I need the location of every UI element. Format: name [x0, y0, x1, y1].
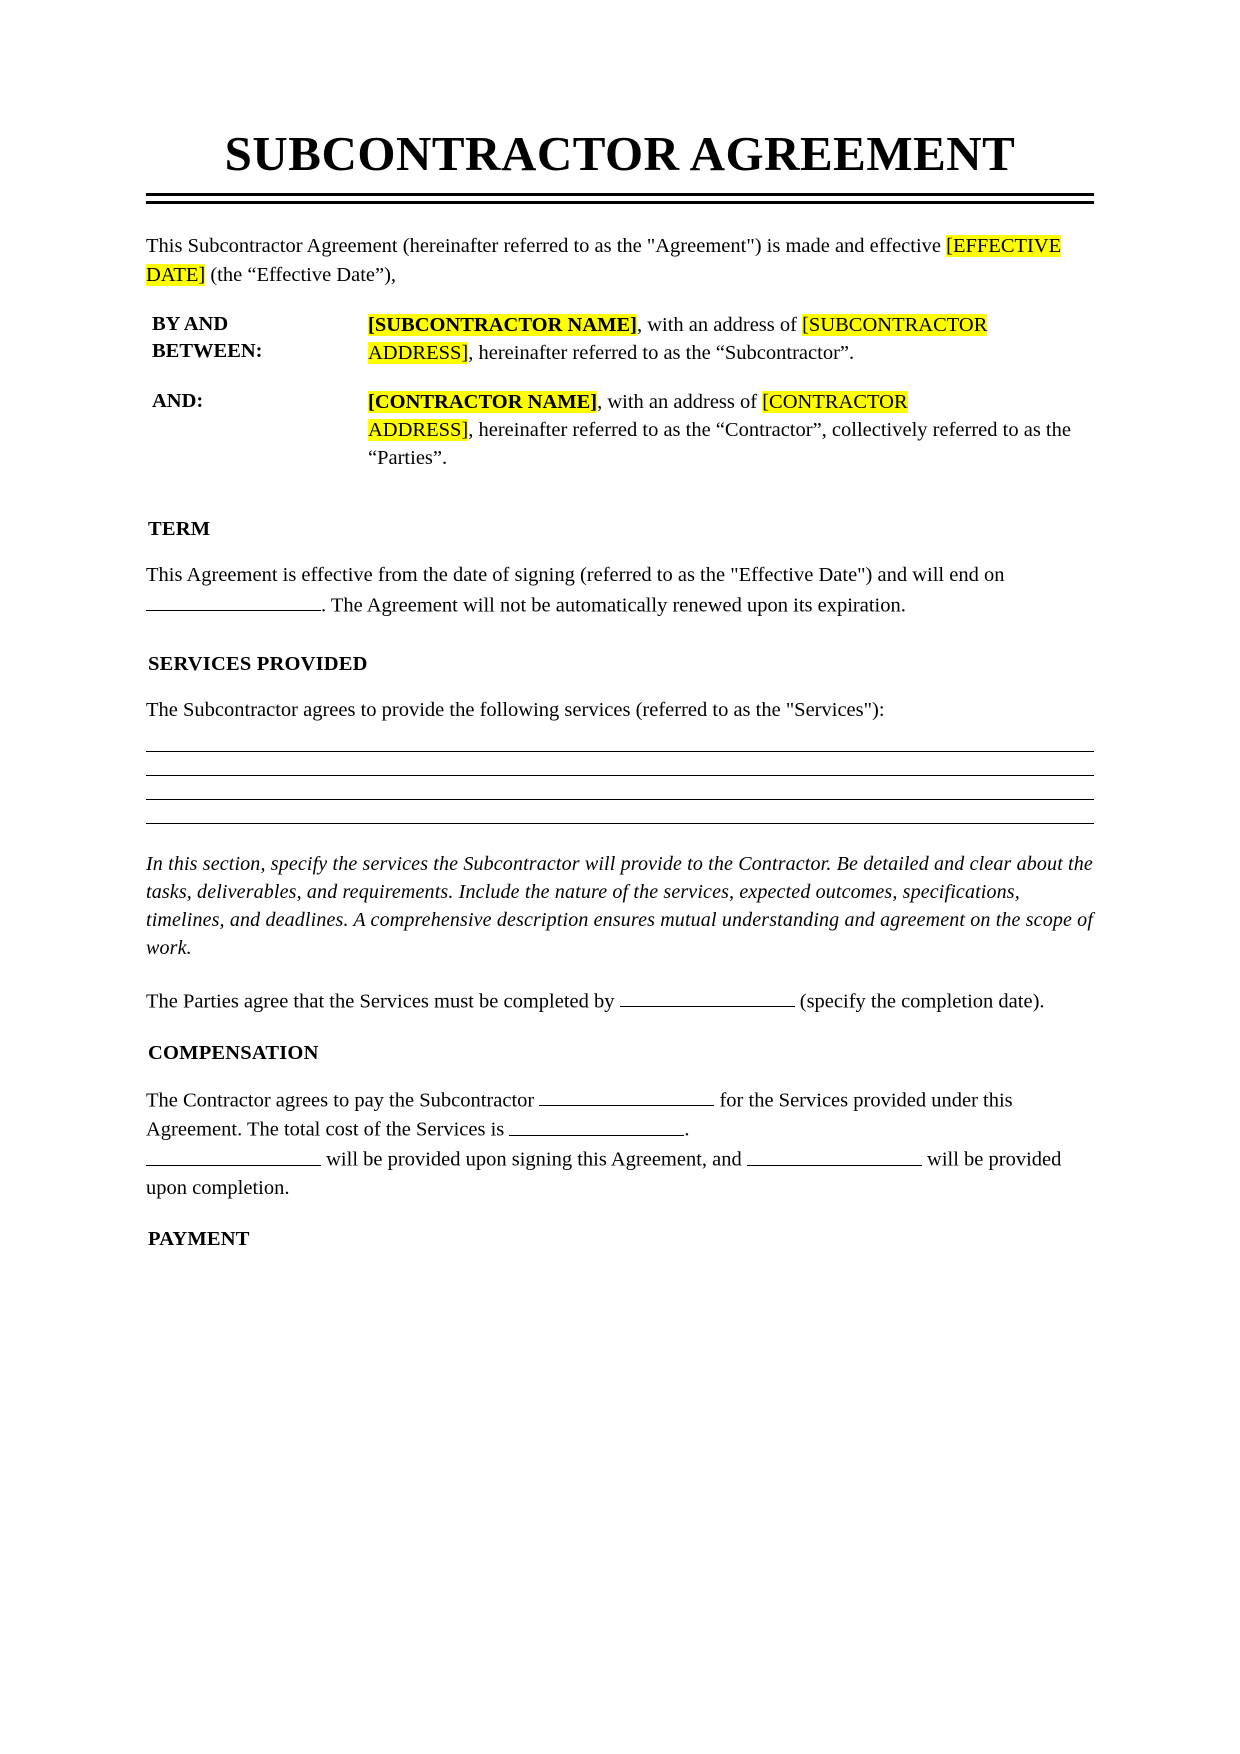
- subcontractor-name-placeholder: [SUBCONTRACTOR NAME]: [368, 314, 637, 336]
- compensation-amount-blank[interactable]: [539, 1085, 714, 1107]
- total-cost-blank[interactable]: [509, 1114, 684, 1136]
- intro-text-after: (the “Effective Date”),: [205, 263, 397, 286]
- services-paragraph: The Subcontractor agrees to provide the following services (referred to as the "Services"):: [146, 699, 885, 722]
- divider-line-top: [146, 193, 1094, 196]
- section-heading-services-provided: SERVICES PROVIDED: [148, 653, 368, 676]
- compensation-text-part4: will be provided upon signing this Agreement, and: [321, 1148, 747, 1171]
- contractor-tail-text: , hereinafter referred to as the “Contractor”, collectively referred to as the “Parties”.: [368, 418, 1071, 470]
- completion-date-blank[interactable]: [620, 986, 795, 1008]
- services-blank-line[interactable]: [146, 751, 1094, 752]
- contractor-address-placeholder-line2: ADDRESS]: [368, 418, 469, 441]
- section-heading-term: TERM: [148, 518, 211, 541]
- compensation-paragraph: [146, 1085, 1094, 1203]
- party-text-contractor: [368, 388, 1094, 473]
- party-row-contractor: [146, 388, 1094, 473]
- final-payment-blank[interactable]: [747, 1144, 922, 1166]
- page-title: SUBCONTRACTOR AGREEMENT: [224, 126, 1016, 181]
- compensation-text-part5: will be provided upon completion.: [146, 1148, 1062, 1199]
- party-text-subcontractor: [368, 311, 1094, 368]
- party-label-and: AND:: [152, 389, 204, 412]
- party-row-subcontractor: [146, 311, 1094, 368]
- subcontractor-mid-text: , with an address of: [636, 314, 803, 336]
- compensation-text-part1: The Contractor agrees to pay the Subcontractor: [146, 1089, 540, 1112]
- services-blank-line[interactable]: [146, 799, 1094, 800]
- completion-text-before: The Parties agree that the Services must be completed by: [146, 990, 620, 1013]
- contractor-mid-text: , with an address of: [597, 390, 763, 413]
- services-completion-paragraph: [146, 986, 1094, 1016]
- divider-line-bottom: [146, 201, 1094, 204]
- services-guidance-note: In this section, specify the services the Subcontractor will provide to the Contractor. Be detailed and clear about the tasks, deliverables, and requirements. Include the nature of the services, expected outcomes, specifications, timelines, and deadlines. A comprehensive description ensures mutual understanding and agreement on the scope of work.: [146, 852, 1094, 959]
- document-content: [146, 128, 1094, 1271]
- term-end-date-blank[interactable]: [146, 590, 321, 612]
- subcontractor-address-placeholder: [SUBCONTRACTOR ADDRESS]: [368, 314, 988, 365]
- compensation-text-part2: for the Services provided under this Agreement. The total cost of the Services is: [146, 1089, 1013, 1141]
- compensation-text-part3: .: [684, 1118, 690, 1141]
- term-paragraph: [146, 561, 1094, 619]
- contractor-name-placeholder: [CONTRACTOR NAME]: [368, 390, 598, 413]
- section-heading-compensation: COMPENSATION: [148, 1041, 319, 1064]
- services-blank-line[interactable]: [146, 823, 1094, 824]
- services-blank-lines: [146, 751, 1094, 824]
- by-and-between-line1: BY AND: [152, 313, 229, 335]
- completion-text-after: (specify the completion date).: [794, 990, 1045, 1013]
- title-divider: [146, 193, 1094, 204]
- deposit-amount-blank[interactable]: [146, 1144, 321, 1166]
- by-and-between-line2: BETWEEN:: [152, 340, 263, 363]
- party-label-by-and-between: [146, 311, 368, 365]
- intro-text-before: This Subcontractor Agreement (hereinafter referred to as the "Agreement") is made and effective: [146, 235, 947, 258]
- subcontractor-tail-text: , hereinafter referred to as the “Subcontractor”.: [468, 342, 855, 365]
- term-text-before: This Agreement is effective from the date of signing (referred to as the "Effective Date") and will end on: [146, 564, 1005, 587]
- contractor-address-placeholder-line1: [CONTRACTOR: [762, 390, 908, 413]
- services-blank-line[interactable]: [146, 775, 1094, 776]
- section-heading-payment: PAYMENT: [148, 1228, 250, 1251]
- intro-paragraph: [146, 232, 1094, 289]
- effective-date-placeholder: [EFFECTIVE DATE]: [146, 235, 1062, 286]
- term-text-after: . The Agreement will not be automatically renewed upon its expiration.: [321, 594, 906, 617]
